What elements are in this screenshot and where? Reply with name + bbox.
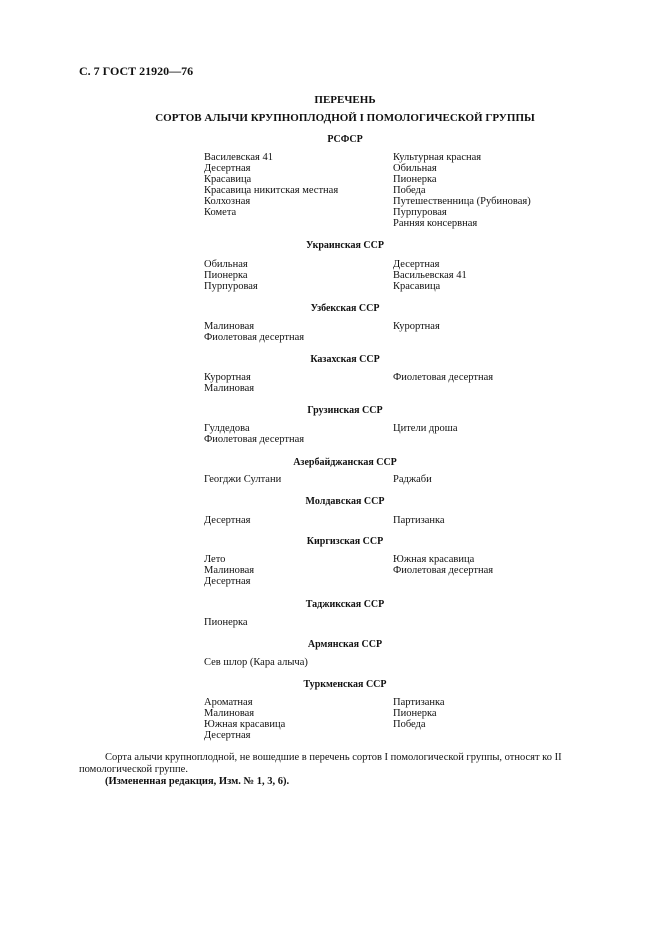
variety-item: Красавица bbox=[393, 281, 441, 292]
variety-list-left bbox=[204, 474, 281, 485]
variety-list-right bbox=[393, 515, 445, 526]
variety-item: Обильная bbox=[393, 163, 437, 174]
variety-item: Красавица bbox=[204, 174, 252, 185]
variety-item: Пионерка bbox=[204, 270, 248, 281]
region-title: Украинская ССР bbox=[306, 240, 384, 251]
variety-item: Малиновая bbox=[204, 383, 255, 394]
variety-item: Партизанка bbox=[393, 697, 445, 708]
variety-item: Фиолетовая десертная bbox=[204, 332, 305, 343]
region-title: Узбекская ССР bbox=[310, 303, 380, 314]
variety-item: Ранняя консервная bbox=[393, 218, 478, 229]
variety-list-left bbox=[204, 321, 304, 343]
amendment-note: (Измененная редакция, Изм. № 1, 3, 6). bbox=[105, 776, 290, 787]
variety-list-left bbox=[204, 152, 338, 218]
region-title: РСФСР bbox=[327, 134, 363, 145]
variety-item: Фиолетовая десертная bbox=[393, 372, 494, 383]
variety-list-left bbox=[204, 423, 304, 445]
variety-item: Фиолетовая десертная bbox=[393, 565, 494, 576]
variety-item: Комета bbox=[204, 207, 237, 218]
variety-item: Малиновая bbox=[204, 565, 255, 576]
variety-item: Победа bbox=[393, 185, 426, 196]
variety-list-left bbox=[204, 657, 308, 668]
variety-item: Красавица никитская местная bbox=[204, 185, 339, 196]
variety-item: Десертная bbox=[204, 163, 251, 174]
variety-item: Пионерка bbox=[393, 174, 437, 185]
variety-item: Гулдедова bbox=[204, 423, 250, 434]
variety-list-right bbox=[393, 321, 440, 332]
region-title: Азербайджанская ССР bbox=[293, 457, 397, 468]
variety-item: Десертная bbox=[204, 576, 251, 587]
variety-item: Десертная bbox=[204, 730, 251, 741]
variety-item: Партизанка bbox=[393, 515, 445, 526]
variety-item: Курортная bbox=[393, 321, 440, 332]
variety-item: Малиновая bbox=[204, 321, 255, 332]
variety-list-right bbox=[393, 372, 493, 383]
variety-item: Малиновая bbox=[204, 708, 255, 719]
variety-item: Культурная красная bbox=[393, 152, 482, 163]
variety-item: Путешественница (Рубиновая) bbox=[393, 196, 531, 207]
variety-item: Сев шлор (Кара алыча) bbox=[204, 657, 308, 668]
variety-list-right bbox=[393, 152, 531, 229]
region-title: Киргизская ССР bbox=[306, 536, 384, 547]
variety-item: Колхозная bbox=[204, 196, 251, 207]
variety-list-right bbox=[393, 697, 445, 730]
region-title: Таджикская ССР bbox=[305, 599, 385, 610]
variety-item: Южная красавица bbox=[393, 554, 475, 565]
variety-list-right bbox=[393, 474, 432, 485]
variety-item: Василевская 41 bbox=[204, 152, 273, 163]
variety-list-left bbox=[204, 617, 248, 628]
variety-item: Лето bbox=[204, 554, 226, 565]
variety-item: Пионерка bbox=[393, 708, 437, 719]
variety-item: Десертная bbox=[204, 515, 251, 526]
variety-item: Фиолетовая десертная bbox=[204, 434, 305, 445]
page-header: С. 7 ГОСТ 21920—76 bbox=[79, 64, 194, 78]
variety-item: Пурпуровая bbox=[204, 281, 258, 292]
footer-text: Сорта алычи крупноплодной, не вошедшие в перечень сортов I помологической группы, относят ко II помологической группе. bbox=[79, 752, 562, 775]
list-subtitle: СОРТОВ АЛЫЧИ КРУПНОПЛОДНОЙ I ПОМОЛОГИЧЕСКОЙ ГРУППЫ bbox=[155, 112, 535, 124]
variety-item: Цители дроша bbox=[393, 423, 458, 434]
variety-item: Пурпуровая bbox=[393, 207, 447, 218]
variety-item: Ароматная bbox=[204, 697, 253, 708]
variety-item: Победа bbox=[393, 719, 426, 730]
variety-list-right bbox=[393, 423, 458, 434]
variety-list-left bbox=[204, 515, 250, 526]
variety-list-right bbox=[393, 554, 493, 576]
region-title: Туркменская ССР bbox=[303, 679, 387, 690]
region-title: Казахская ССР bbox=[310, 354, 380, 365]
footer-paragraph bbox=[79, 752, 619, 788]
variety-item: Обильная bbox=[204, 259, 248, 270]
region-title: Армянская ССР bbox=[307, 639, 383, 650]
variety-list-left bbox=[204, 372, 254, 394]
variety-item: Курортная bbox=[204, 372, 251, 383]
variety-item: Пионерка bbox=[204, 617, 248, 628]
variety-list-left bbox=[204, 259, 258, 292]
variety-item: Геогджи Султани bbox=[204, 474, 282, 485]
variety-item: Васильевская 41 bbox=[393, 270, 467, 281]
region-title: Молдавская ССР bbox=[305, 496, 385, 507]
list-title: ПЕРЕЧЕНЬ bbox=[314, 94, 376, 106]
variety-list-right bbox=[393, 259, 467, 292]
variety-item: Десертная bbox=[393, 259, 440, 270]
variety-item: Раджаби bbox=[393, 474, 432, 485]
variety-list-left bbox=[204, 554, 254, 587]
region-title: Грузинская ССР bbox=[307, 405, 383, 416]
variety-item: Южная красавица bbox=[204, 719, 286, 730]
variety-list-left bbox=[204, 697, 285, 741]
